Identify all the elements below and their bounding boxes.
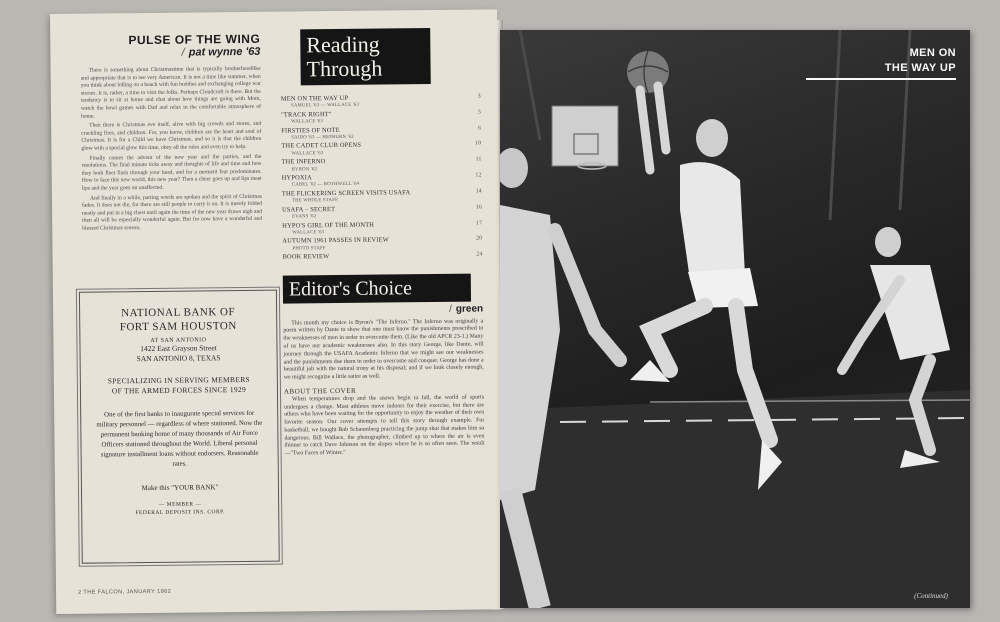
toc-entry bbox=[283, 252, 483, 262]
pulse-paragraph: Then there is Christmas eve itself, alive with big crowds and stores, and crackling fires, and children. For, you know, children are the heart and soul of Christmas. It is for a Child we have Christmas, and so it is that the children glow with a special glow this time, obey all the rules and even try to help. bbox=[81, 120, 262, 152]
reading-through-banner bbox=[300, 28, 431, 85]
toc-entry-page: 14 bbox=[475, 188, 482, 195]
article-title-line2: THE WAY UP bbox=[884, 62, 956, 74]
toc-entry-page: 12 bbox=[475, 172, 482, 179]
pulse-author-line bbox=[80, 46, 260, 60]
toc-entry-byline: SAIDO '63 — HEPBURN '62 bbox=[291, 134, 354, 141]
toc-entry-page: 6 bbox=[478, 125, 482, 132]
toc-entry bbox=[282, 220, 482, 237]
toc-entry-title: MEN ON THE WAY UP bbox=[280, 94, 349, 103]
toc-entry bbox=[281, 125, 481, 142]
backboard bbox=[552, 106, 618, 166]
toc-entry-byline: CABEL '62 — BOTHWELL '64 bbox=[291, 182, 360, 188]
toc-entry-byline: EVANS '62 bbox=[292, 214, 317, 220]
right-page-photo bbox=[500, 30, 970, 608]
toc-entry-title: USAFA – SECRET bbox=[282, 205, 336, 214]
toc-entry-page: 11 bbox=[475, 156, 482, 163]
left-page bbox=[50, 9, 503, 614]
toc-entry bbox=[282, 204, 482, 221]
slash-mark: / bbox=[449, 303, 452, 315]
slash-mark: / bbox=[181, 46, 185, 59]
bank-description: One of the first banks to inaugurate special services for military personnel — regardless of where stationed. Now the permanent banking home of many thousands of Air Force Officers stationed throughout the World. Liberal personal signature installment loans without endorsers. Reasonable rates. bbox=[96, 409, 263, 468]
toc-entry-title: THE INFERNO bbox=[281, 158, 326, 166]
toc-entry-page: 3 bbox=[477, 93, 481, 100]
toc-entry-byline: WALLACE '63 bbox=[291, 119, 324, 125]
bank-location: AT SAN ANTONIO bbox=[150, 337, 207, 344]
cover-paragraph: When temperatures drop and the snows begin to fall, the world of sports undergoes a change. Most athletes move indoors for their exercise, but there are others who have been waiting for the opportunity to enjoy the weather of their own favorite season. Our cover attempts to tell this story through example. For basketball, we bought Bob Schaumberg practicing the jump shot that makes him so dangerous. Bill Wallace, the photographer, climbed up to where the air is even thinner to catch Dave Johnson on the slopes where he is so often seen. The result—"Two Faces of Winter." bbox=[284, 394, 485, 457]
table-of-contents bbox=[281, 93, 483, 261]
bank-name-line2: FORT SAM HOUSTON bbox=[119, 320, 237, 334]
editor-author-line bbox=[283, 303, 483, 316]
bank-name bbox=[80, 305, 276, 335]
bank-street: 1422 East Grayson Street bbox=[140, 343, 217, 354]
toc-entry-byline: THE WHOLE STAFF bbox=[291, 198, 338, 204]
pulse-paragraph: Finally comes the advent of the new year and the parties, and the resolutions. The final minute ticks away and thoughts of life and time and how they both fleet flash through your head, and for a moment fear predominates. How to face this new world, this new year? Then a cheer goes up and lips meet lips and the year goes on unaffected. bbox=[81, 153, 262, 192]
toc-entry-title: FIRSTIES OF NOTE bbox=[281, 126, 340, 135]
pulse-author: pat wynne '63 bbox=[188, 45, 261, 59]
toc-entry-title: THE FLICKERING SCREEN VISITS USAFA bbox=[281, 189, 411, 198]
toc-entry bbox=[281, 141, 481, 158]
specialty-line1: SPECIALIZING IN SERVING MEMBERS bbox=[107, 374, 251, 386]
title-underline bbox=[806, 78, 956, 80]
toc-entry bbox=[282, 173, 482, 190]
toc-entry bbox=[281, 93, 481, 110]
basketball-photo bbox=[500, 30, 970, 608]
toc-entry-page: 24 bbox=[476, 251, 483, 258]
bank-slogan: Make this "YOUR BANK" bbox=[141, 483, 219, 493]
contents-column bbox=[280, 27, 485, 461]
toc-entry-title: HYPO'S GIRL OF THE MONTH bbox=[282, 221, 375, 230]
continued-note: (Continued) bbox=[914, 592, 948, 600]
toc-entry-byline: WALLACE '63 bbox=[292, 230, 325, 236]
toc-entry-page: 17 bbox=[475, 219, 483, 227]
banner-line2: Through bbox=[306, 55, 383, 82]
article-title-line1: MEN ON bbox=[909, 47, 956, 59]
toc-entry bbox=[282, 157, 482, 174]
toc-entry-title: BOOK REVIEW bbox=[282, 253, 330, 261]
editor-body bbox=[283, 318, 484, 459]
toc-entry-title: "TRACK RIGHT" bbox=[281, 110, 332, 119]
toc-entry-byline: BYRON '62 bbox=[291, 166, 318, 173]
pulse-body bbox=[81, 66, 263, 233]
toc-entry-page: 10 bbox=[475, 140, 482, 147]
specialty-line2: OF THE ARMED FORCES SINCE 1929 bbox=[111, 384, 247, 396]
editor-paragraph: This month my choice is Byron's "The Inferno." The Inferno was originally a poem written by Dante to show that one must know the punishments prescribed to the weaknesses of men in order to overcome them. (Like the old APCR 23-1.) Many of us have our academic weaknesses also. In this story George, like Dante, will journey through the USAFA Academic Inferno that we might see our weaknesses and the punishments due them in order to overcome and conquer. George has done a beautiful job with the natural irony at his disposal; and if we look closely enough, we might recognize a little satire as well. bbox=[283, 318, 484, 381]
toc-entry-byline: WALLACE '63 bbox=[291, 150, 324, 157]
toc-entry-title: HYPOXIA bbox=[281, 174, 312, 182]
toc-entry-byline: SAMUEL '63 — WALLACE '63 bbox=[290, 103, 360, 109]
toc-entry-page: 5 bbox=[477, 109, 482, 116]
bank-member: — MEMBER — bbox=[158, 501, 202, 508]
bank-city: SAN ANTONIO 8, TEXAS bbox=[136, 353, 221, 364]
bank-advertisement bbox=[79, 290, 280, 564]
basketball bbox=[627, 51, 669, 93]
page-footer: 2 THE FALCON, JANUARY 1962 bbox=[78, 588, 172, 596]
pulse-paragraph: And finally in a while, parting words are spoken and the spirit of Christmas fades. It does not die, for there are still people to carry it on. It is merely folded neatly and put in a big chest until again the time of the new year draws nigh and then all will be especially wonderful again. But for now have a wonderful and blessed Christmas season. bbox=[81, 193, 263, 232]
toc-entry bbox=[282, 236, 482, 253]
toc-entry-title: AUTUMN 1961 PASSES IN REVIEW bbox=[282, 236, 389, 245]
bank-name-line1: NATIONAL BANK OF bbox=[121, 306, 236, 320]
pulse-title: PULSE OF THE WING bbox=[128, 31, 261, 48]
banner-line1: Reading bbox=[306, 31, 380, 58]
toc-entry-byline: PHOTO STAFF bbox=[292, 245, 326, 252]
article-title bbox=[806, 46, 956, 80]
toc-entry-title: THE CADET CLUB OPENS bbox=[281, 142, 362, 151]
toc-entry bbox=[281, 109, 481, 126]
about-cover-heading: ABOUT THE COVER bbox=[283, 386, 357, 396]
pulse-column bbox=[80, 32, 262, 235]
editor-author: green bbox=[455, 303, 484, 315]
pulse-paragraph: There is something about Christmastime that is typically brotherhoodlike and appropriate that is to see very American. It is not a time like summer, when you think about lolling on a beach with fun buddies and exchanging college war stories. It is, rather, a time to visit the folks. Perhaps Cloudcroft is there. But the tendency is to sit at home and chat about how things are going with Mom, watch the bowl games with Dad and relax in the comfortable atmosphere of home. bbox=[80, 65, 262, 120]
toc-entry-page: 16 bbox=[475, 204, 483, 211]
toc-entry bbox=[282, 188, 482, 205]
editors-choice-banner: Editor's Choice bbox=[283, 273, 471, 303]
bank-specialty bbox=[81, 375, 277, 397]
bank-fdic: FEDERAL DEPOSIT INS. CORP. bbox=[135, 509, 226, 517]
toc-entry-page: 20 bbox=[476, 235, 483, 242]
